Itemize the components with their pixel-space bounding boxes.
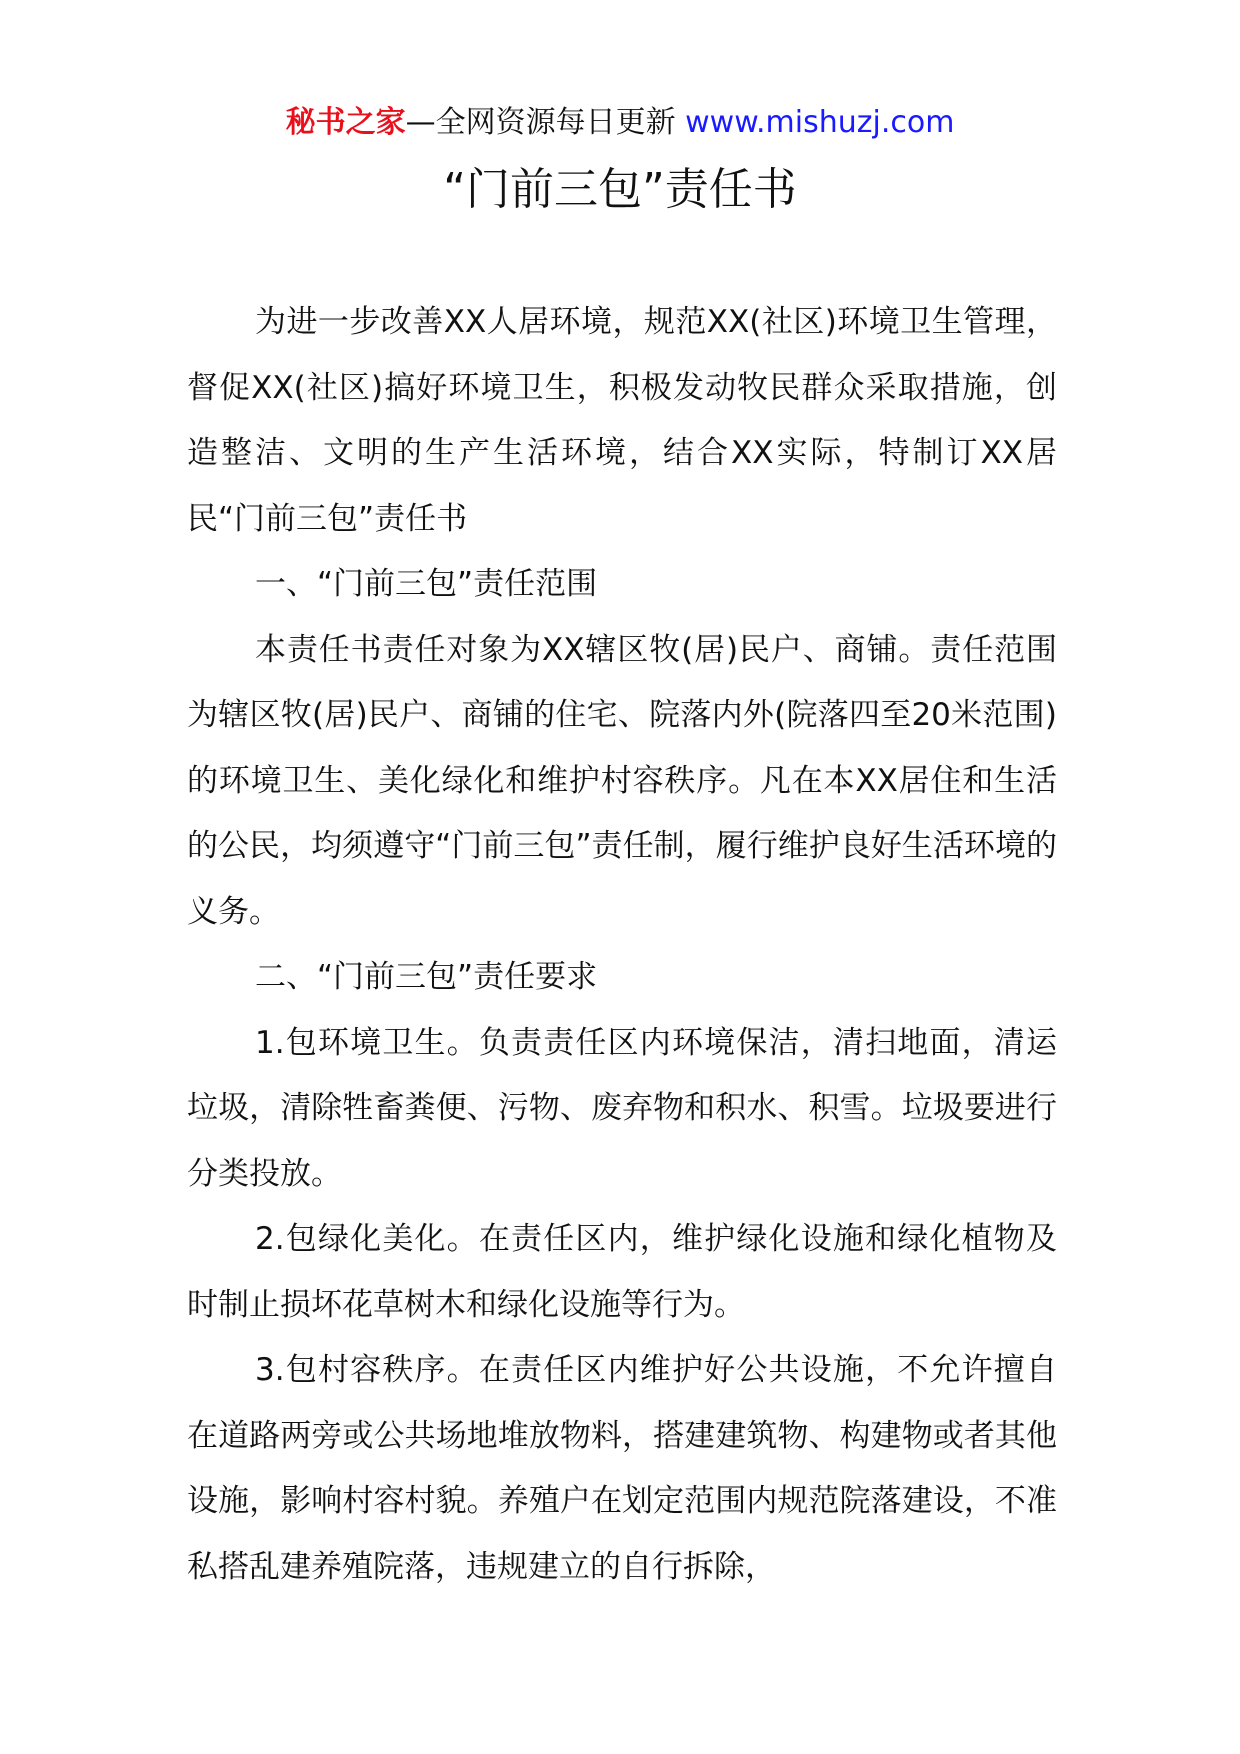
- section-heading-requirements: 二、“门前三包”责任要求: [255, 959, 598, 995]
- section-heading-scope: 一、“门前三包”责任范围: [255, 566, 598, 602]
- requirement-greening: 2.包绿化美化。在责任区内，维护绿化设施和绿化植物及时制止损坏花草树木和绿化设施等行为。: [187, 1221, 1057, 1323]
- site-brand: 秘书之家: [285, 105, 406, 140]
- document-body: [187, 290, 1057, 1600]
- scope-paragraph: 本责任书责任对象为XX辖区牧(居)民户、商铺。责任范围为辖区牧(居)民户、商铺的住宅、院落内外(院落四至20米范围)的环境卫生、美化绿化和维护村容秩序。凡在本XX居住和生活的公民，均须遵守“门前三包”责任制，履行维护良好生活环境的义务。: [187, 631, 1057, 930]
- requirement-sanitation: 1.包环境卫生。负责责任区内环境保洁，清扫地面，清运垃圾，清除牲畜粪便、污物、废弃物和积水、积雪。垃圾要进行分类投放。: [187, 1024, 1057, 1192]
- intro-paragraph: 为进一步改善XX人居环境，规范XX(社区)环境卫生管理，督促XX(社区)搞好环境卫生，积极发动牧民群众采取措施，创造整洁、文明的生产生活环境，结合XX实际，特制订XX居民“门前三包”责任书: [187, 304, 1057, 537]
- requirement-order: 3.包村容秩序。在责任区内维护好公共设施，不允许擅自在道路两旁或公共场地堆放物料，搭建建筑物、构建物或者其他设施，影响村容村貌。养殖户在划定范围内规范院落建设，不准私搭乱建养殖院落，违规建立的自行拆除，: [187, 1352, 1057, 1585]
- site-url-link[interactable]: www.mishuzj.com: [685, 105, 955, 140]
- site-tagline: —全网资源每日更新: [405, 105, 686, 140]
- document-title: “门前三包”责任书: [443, 164, 797, 215]
- site-banner: [0, 103, 1240, 143]
